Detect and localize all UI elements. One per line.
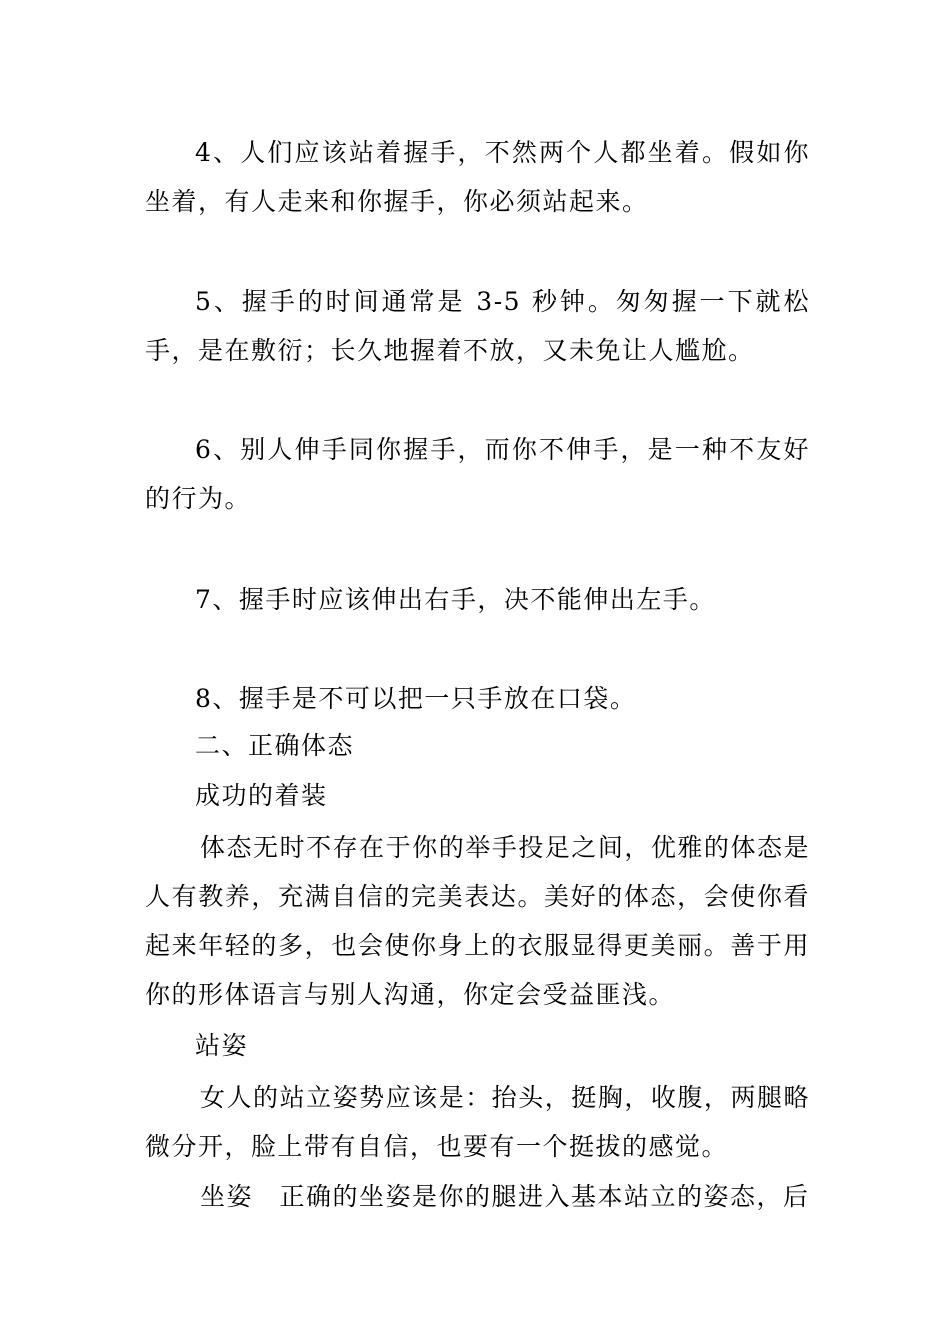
paragraph-rule-4: 4、人们应该站着握手，不然两个人都坐着。假如你坐着，有人走来和你握手，你必须站起来。 — [145, 138, 810, 216]
paragraph-rule-8: 8、握手是不可以把一只手放在口袋。 — [195, 684, 637, 713]
paragraph-rule-6: 6、别人伸手同你握手，而你不伸手，是一种不友好的行为。 — [145, 435, 810, 513]
paragraph-posture: 体态无时不存在于你的举手投足之间，优雅的体态是人有教养，充满自信的完美表达。美好的体态，会使你看起来年轻的多，也会使你身上的衣服显得更美丽。善于用你的形体语言与别人沟通，你定会受益匪浅。 — [145, 833, 810, 1009]
section-title: 二、正确体态 — [195, 731, 355, 760]
paragraph-standing: 女人的站立姿势应该是：抬头，挺胸，收腹，两腿略微分开，脸上带有自信，也要有一个挺拔的感觉。 — [145, 1083, 810, 1161]
subtitle-dress: 成功的着装 — [195, 781, 328, 810]
paragraph-sitting: 坐姿 正确的坐姿是你的腿进入基本站立的姿态，后 — [200, 1182, 810, 1211]
subtitle-standing: 站姿 — [195, 1031, 249, 1060]
paragraph-rule-7: 7、握手时应该伸出右手，决不能伸出左手。 — [195, 585, 716, 614]
paragraph-rule-5: 5、握手的时间通常是 3-5 秒钟。匆匆握一下就松手，是在敷衍；长久地握着不放，又未免让人尴尬。 — [145, 287, 810, 365]
